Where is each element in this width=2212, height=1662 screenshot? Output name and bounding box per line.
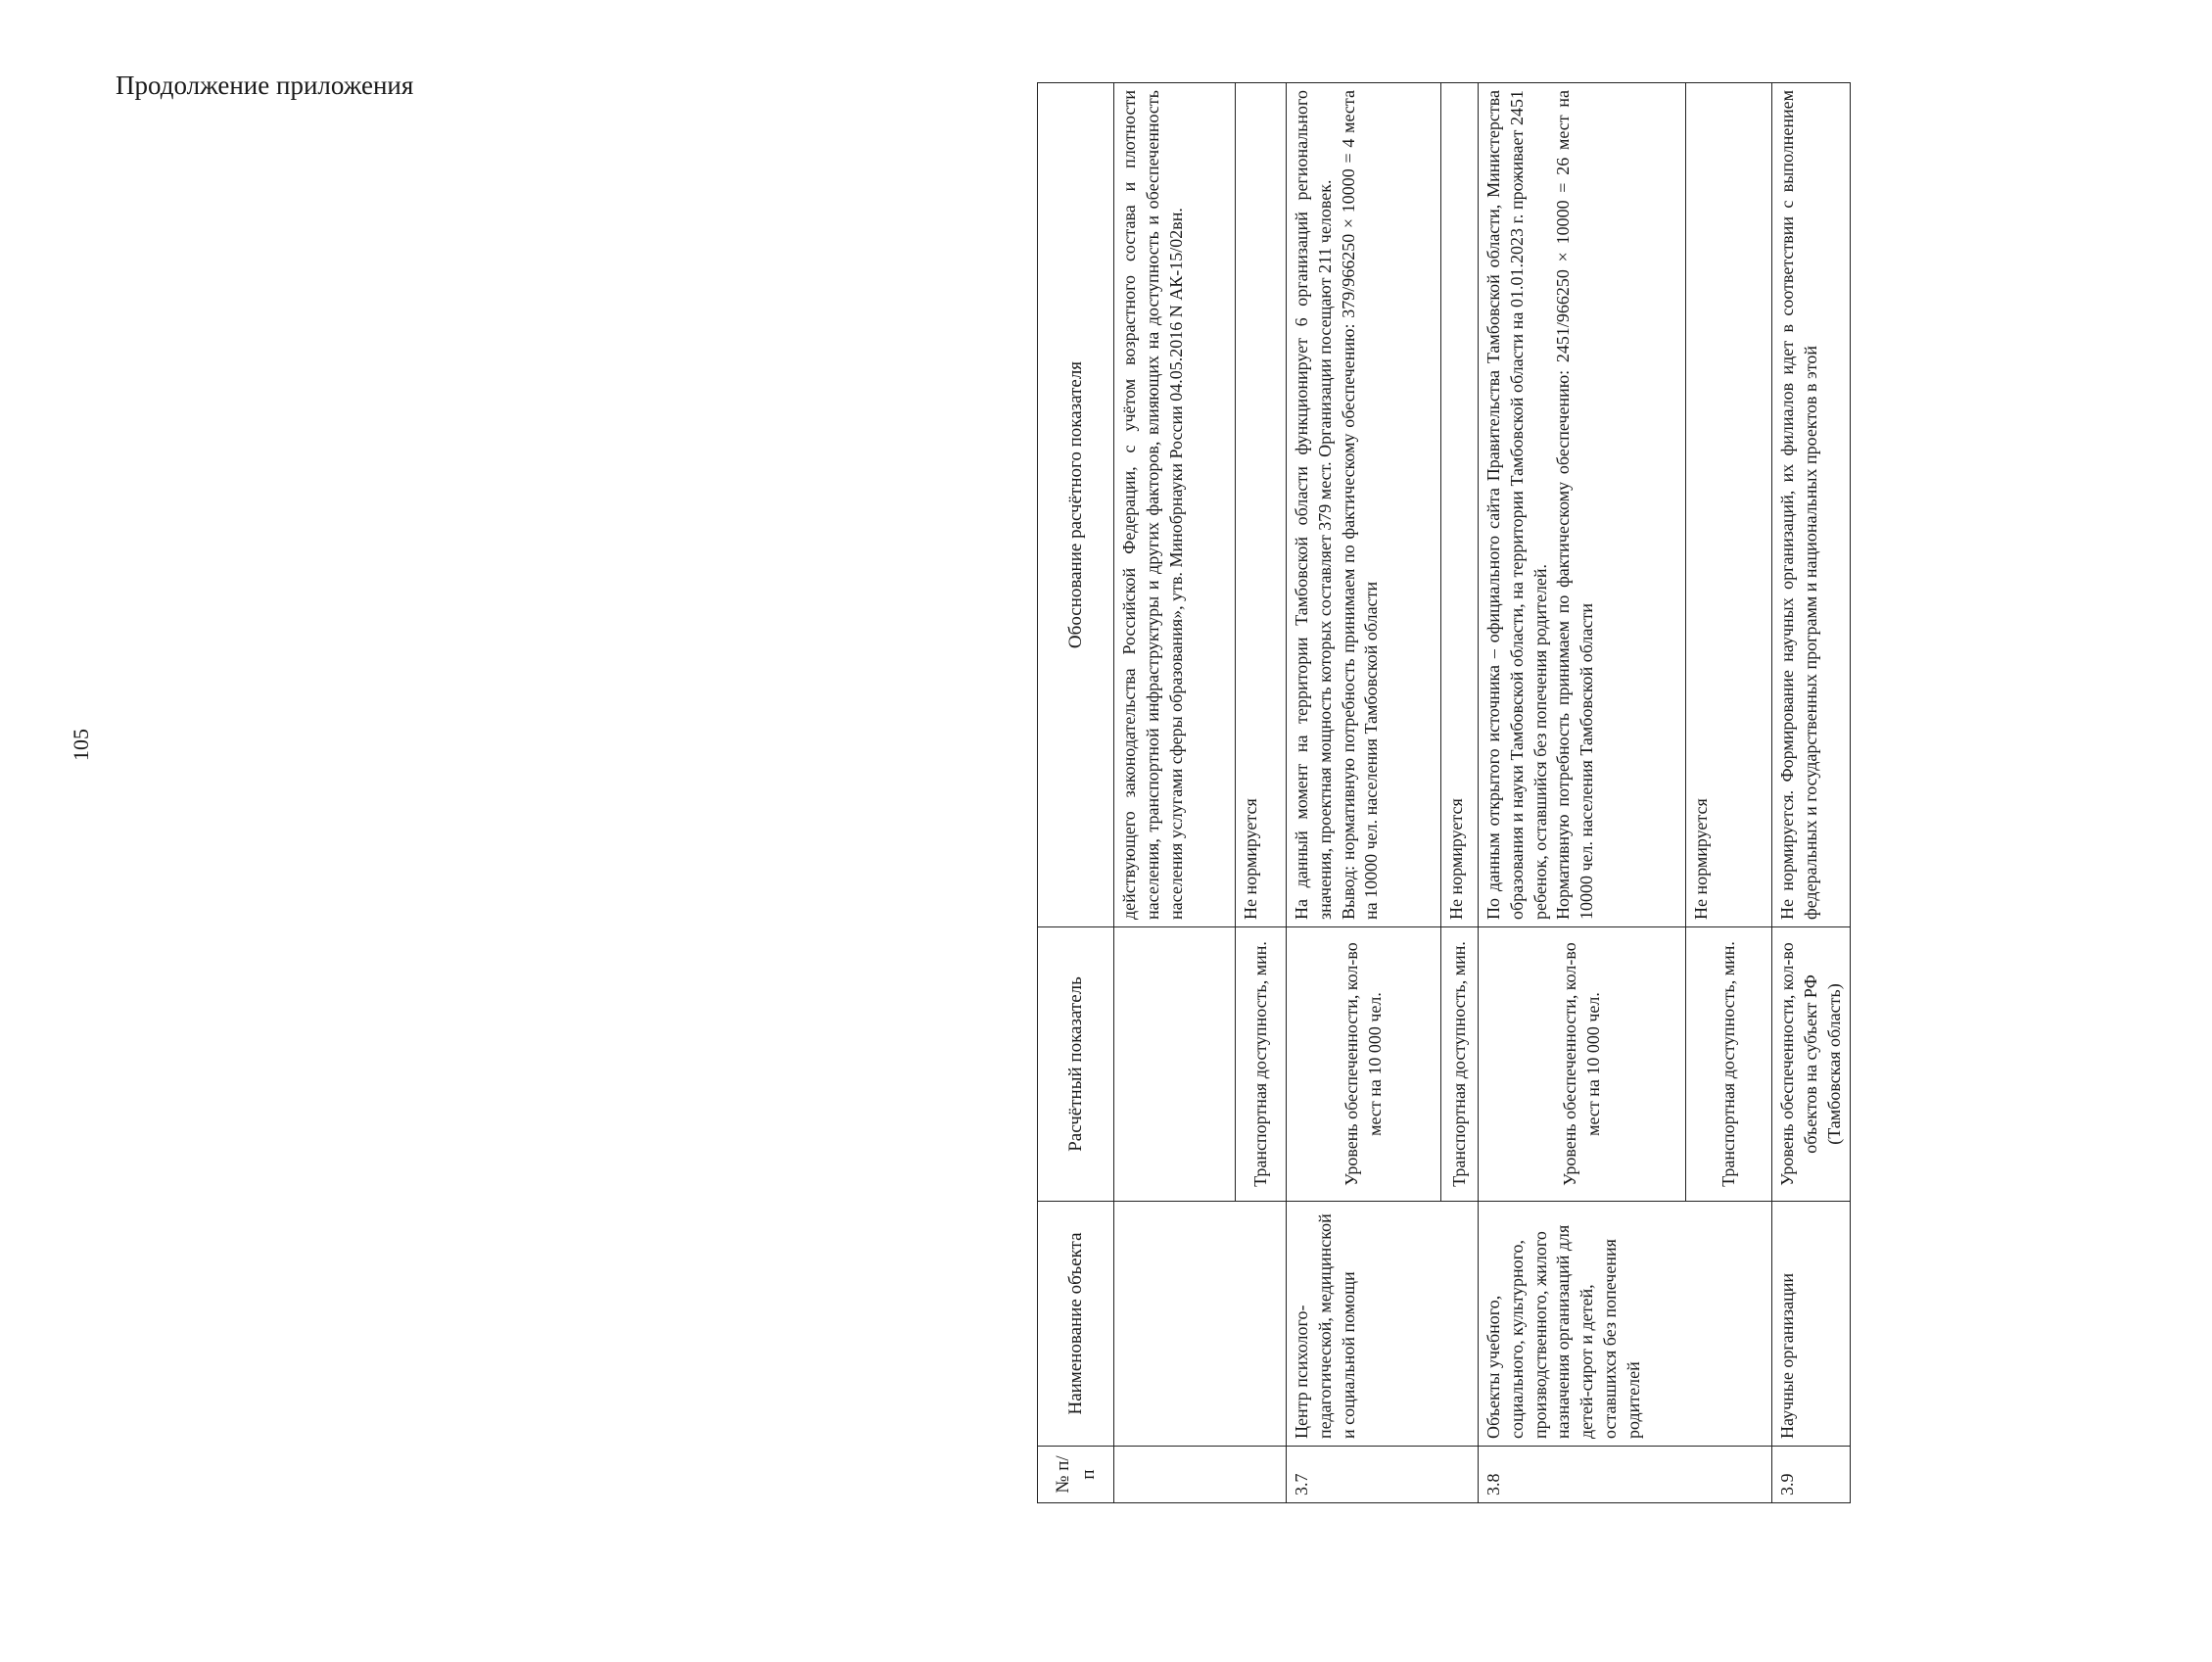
table-header-row [1038,83,1114,1503]
table-row [1287,83,1441,1503]
cell-no: 3.9 [1772,1447,1851,1503]
justification-paragraph: Вывод: нормативную потребность принимаем по фактическому обеспечению: 379/966250 × 10000 = 4 места на 10000 чел. населения Тамбовской области [1338,90,1382,920]
continuation-title: Продолжение приложения [116,71,414,100]
cell-indicator: Уровень обеспеченности, кол-во мест на 10 000 чел. [1479,927,1686,1202]
cell-justification: действующего законодательства Российской Федерации, с учётом возрастного состава и плотности населения, транспортной инфраструктуры и других факторов, влияющих на доступность и обеспеченность населения услугами сферы образования», утв. Минобрнауки России 04.05.2016 N АК-15/02вн. [1114,83,1236,927]
cell-name: Научные организации [1772,1202,1851,1447]
cell-no: 3.8 [1479,1447,1772,1503]
table-row [1772,83,1851,1503]
page-number: 105 [69,729,93,761]
cell-indicator: Уровень обеспеченности, кол-во мест на 10 000 чел. [1287,927,1441,1202]
header-name: Наименование объекта [1038,1202,1114,1447]
cell-no [1114,1447,1287,1503]
table-row [1479,83,1686,1503]
cell-justification: Не нормируется [1686,83,1772,927]
rotated-content [1037,0,2212,1503]
cell-indicator: Транспортная доступность, мин. [1441,927,1479,1202]
justification-paragraph: По данным открытого источника – официального сайта Правительства Тамбовской области, Министерства образования и науки Тамбовской области, на территории Тамбовской области на 01.01.2023 г. проживает 2451 ребенок, оставшийся без попечения родителей. [1483,90,1550,920]
cell-justification: Не нормируется [1441,83,1479,927]
table-row [1114,83,1236,1503]
cell-name [1114,1202,1287,1447]
cell-no: 3.7 [1287,1447,1479,1503]
cell-justification: Не нормируется. Формирование научных организаций, их филиалов идет в соответствии с выполнением федеральных и государственных программ и национальных проектов в этой [1772,83,1851,927]
header-justification: Обоснование расчётного показателя [1038,83,1114,927]
cell-justification [1287,83,1441,927]
cell-justification [1479,83,1686,927]
cell-indicator: Транспортная доступность, мин. [1236,927,1287,1202]
header-no: № п/п [1038,1447,1114,1503]
norms-table [1037,82,1851,1503]
justification-paragraph: На данный момент на территории Тамбовской области функционирует 6 организаций регионального значения, проектная мощность которых составляет 379 мест. Организации посещают 211 человек. [1292,90,1335,920]
cell-indicator: Транспортная доступность, мин. [1686,927,1772,1202]
header-indicator: Расчётный показатель [1038,927,1114,1202]
cell-indicator [1114,927,1236,1202]
cell-name: Объекты учебного, социального, культурного, производственного, жилого назначения организаций для детей-сирот и детей, оставшихся без попечения родителей [1479,1202,1772,1447]
cell-justification: Не нормируется [1236,83,1287,927]
cell-name: Центр психолого-педагогической, медицинской и социальной помощи [1287,1202,1479,1447]
cell-indicator: Уровень обеспеченности, кол-во объектов на субъект РФ (Тамбовская область) [1772,927,1851,1202]
justification-paragraph: Нормативную потребность принимаем по фактическому обеспечению: 2451/966250 × 10000 = 26 мест на 10000 чел. населения Тамбовской области [1553,90,1596,920]
